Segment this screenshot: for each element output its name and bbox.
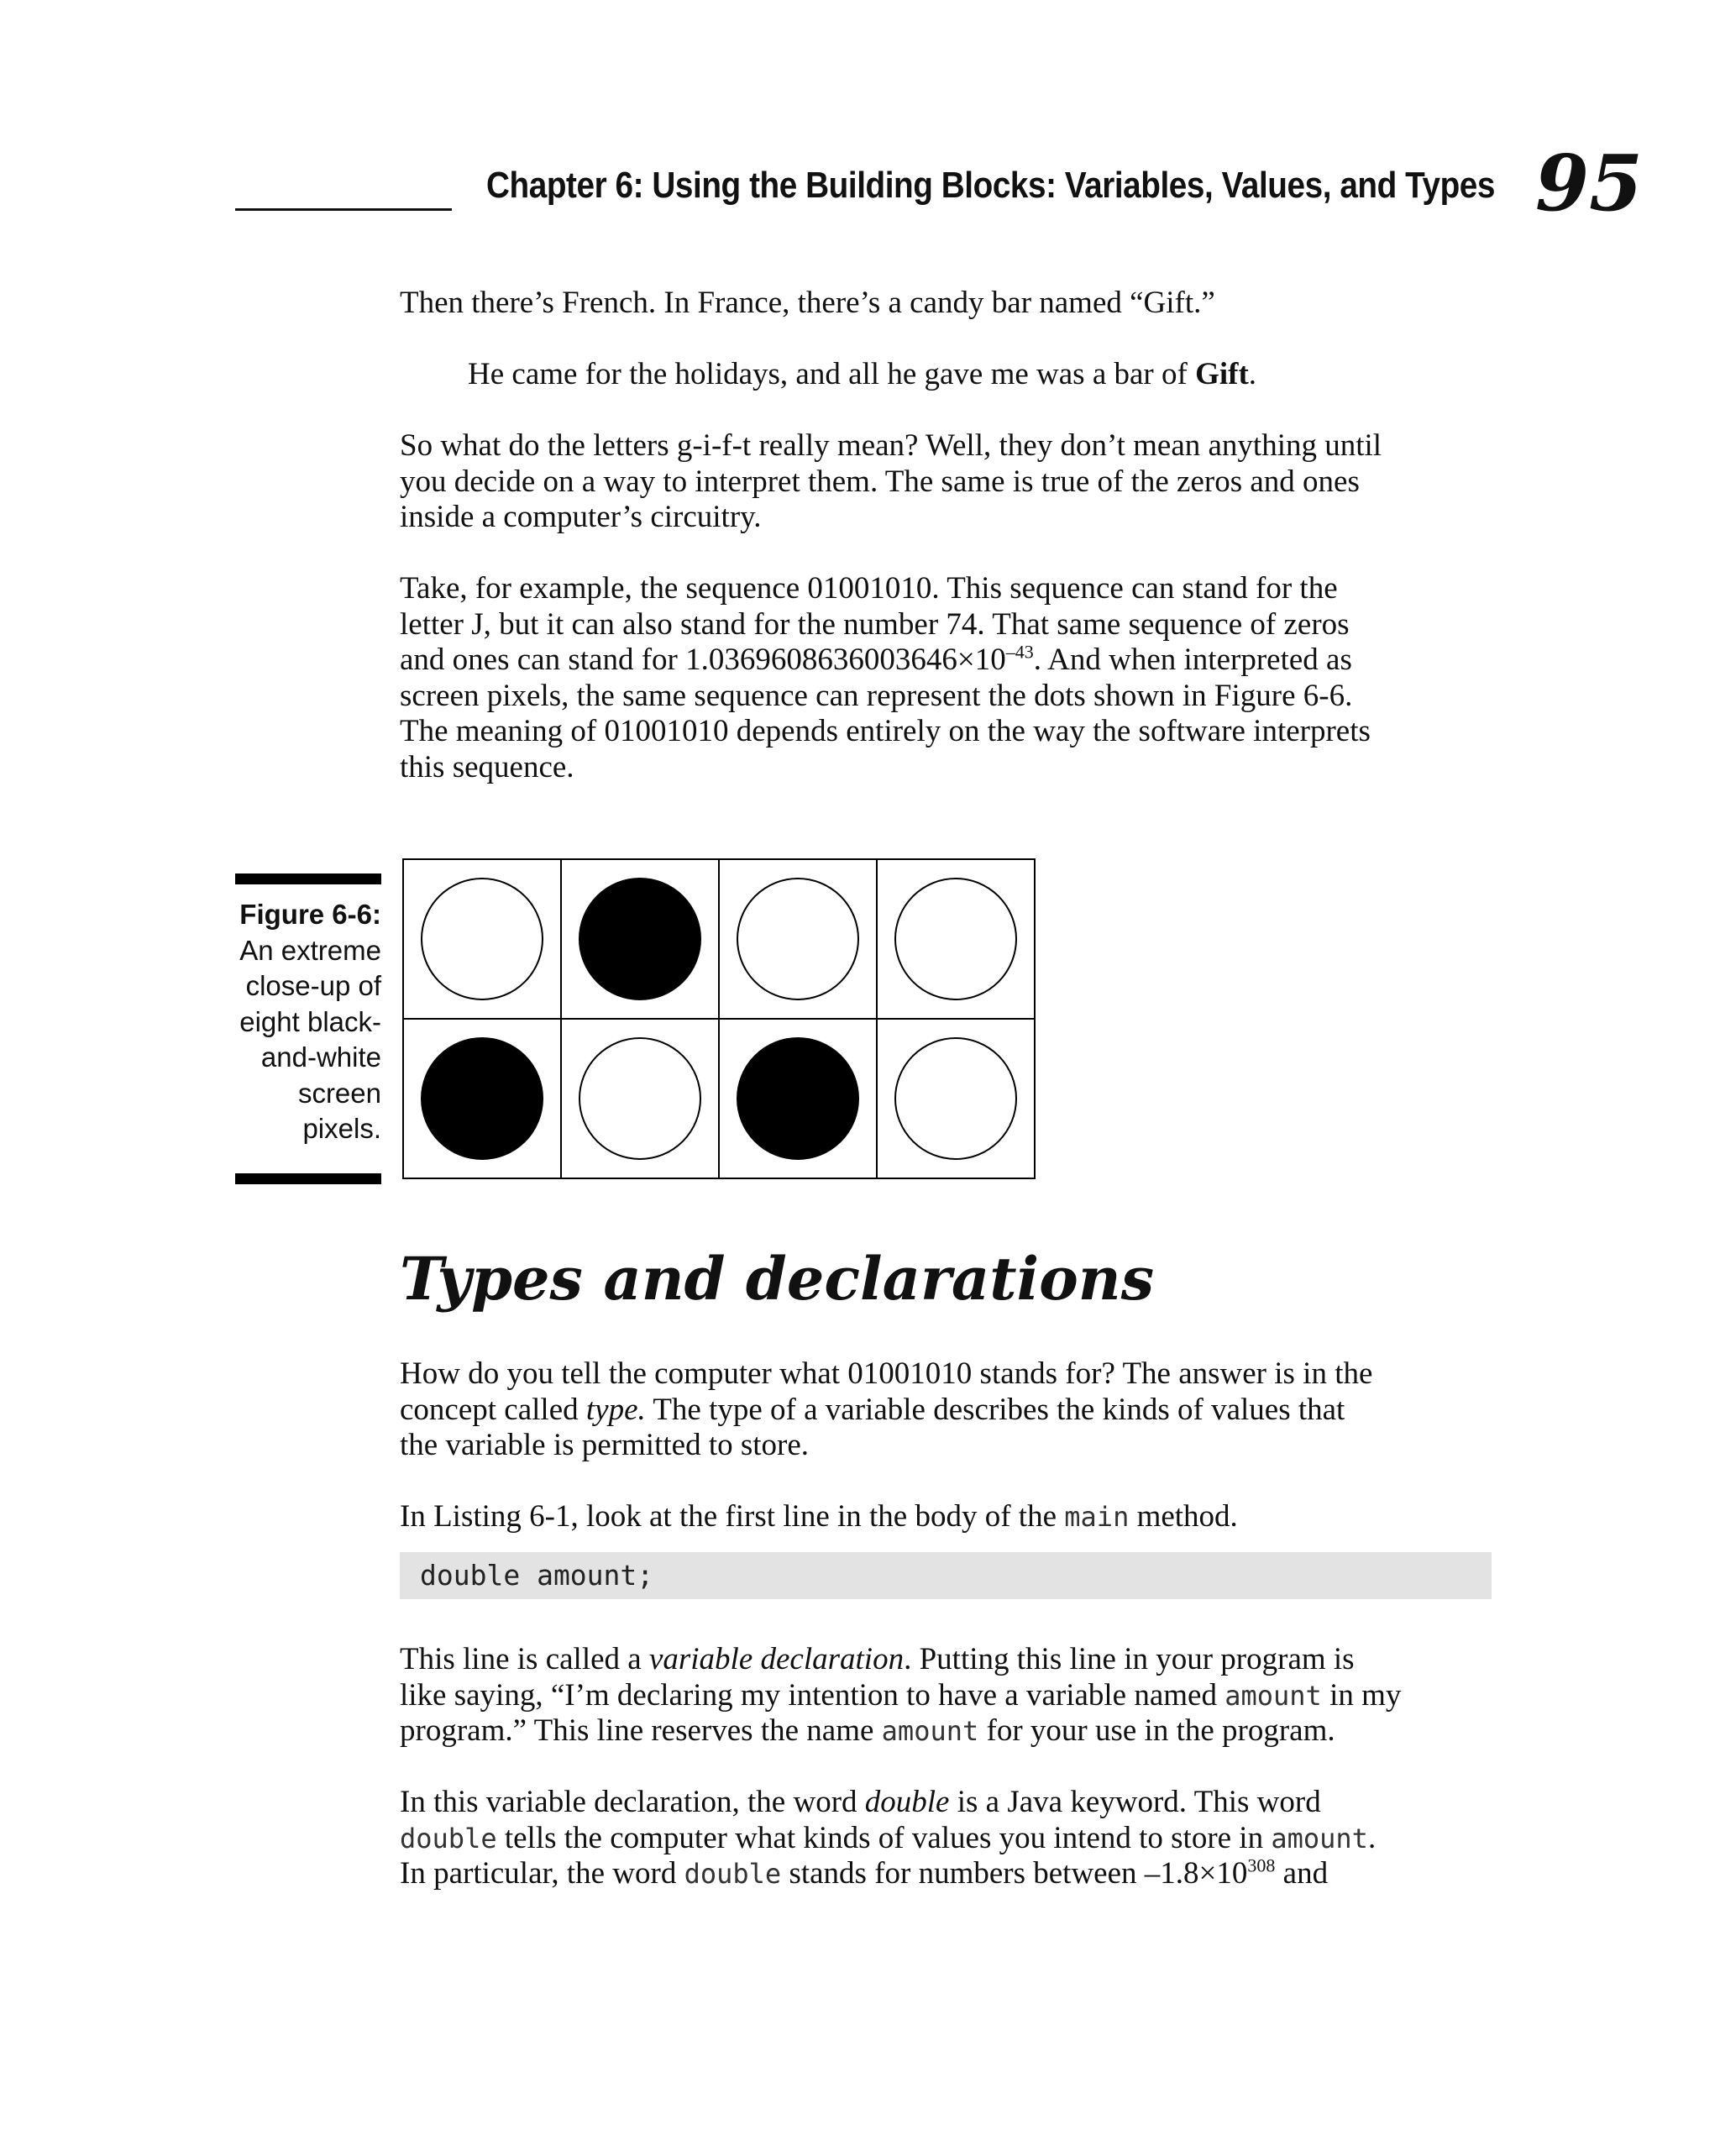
figure-top-bar [235, 873, 381, 884]
code-double: double [400, 1822, 497, 1854]
page-number: 95 [1534, 138, 1643, 228]
code-double: double [684, 1858, 782, 1890]
paragraph-variable-declaration: This line is called a variable declaration. Putting this line in your program is like saying, “I’m declaring my intention to have a variable named amount in my program.” This line reserves the name amount for your use in the program. [400, 1642, 1402, 1748]
header-rule [235, 208, 452, 211]
figure-bottom-bar [235, 1173, 381, 1184]
figure-caption: Figure 6-6: An extreme close-up of eight black- and-white screen pixels. [239, 899, 381, 1144]
code-amount: amount [1224, 1679, 1322, 1712]
paragraph-double-keyword: In this variable declaration, the word double is a Java keyword. This word double tells the computer what kinds of values you intend to store in amount. In particular, the word double stands for numbers between $-1.8\times 10^{308}$ and [400, 1785, 1377, 1891]
pixel-dot-white [895, 879, 1016, 999]
pixel-dot-white [422, 879, 543, 999]
pixel-dot-white [895, 1038, 1016, 1159]
pixel-grid-figure [401, 858, 1040, 1183]
pixel-dot-white [737, 879, 858, 999]
italic-double: double [864, 1785, 950, 1819]
paragraph-letters-meaning: So what do the letters g-i-f-t really mean? Well, they don’t mean anything until you decide on a way to interpret them. The same is true of the zeros and ones inside a computer’s circuitry. [400, 428, 1382, 534]
paragraph-type-concept: How do you tell the computer what 01001010 stands for? The answer is in the concept called type. The type of a variable describes the kinds of values that the variable is permitted to store. [400, 1356, 1373, 1462]
code-amount: amount [881, 1715, 979, 1747]
figure-label: Figure 6-6: [239, 899, 381, 930]
bold-gift: Gift [1195, 357, 1249, 391]
code-listing [400, 1552, 1492, 1599]
pixel-dot-white [579, 1038, 700, 1159]
chapter-title: Chapter 6: Using the Building Blocks: Variables, Values, and Types [485, 165, 1496, 206]
code-main: main [1064, 1501, 1130, 1533]
section-heading: Types and declarations [400, 1244, 1155, 1314]
code-line: double amount; [420, 1559, 654, 1592]
quote-gift: He came for the holidays, and all he gave me was a bar of Gift. [468, 357, 1257, 391]
italic-type: type. [585, 1392, 646, 1427]
paragraph-listing-reference: In Listing 6-1, look at the first line in the body of the main method. [400, 1499, 1238, 1534]
pixel-dot-black [579, 879, 700, 999]
code-amount: amount [1271, 1822, 1368, 1854]
italic-variable-declaration: variable declaration [648, 1642, 905, 1676]
pixel-dot-black [422, 1038, 543, 1159]
paragraph-sequence-example: Take, for example, the sequence 01001010. This sequence can stand for the letter J, but it can also stand for the number 74. That same sequence of zeros and ones can stand for $1.0369608636003646\times 10^{-43}$. And when interpreted as screen pixels, the same sequence can represent the dots shown in Figure 6-6. The meaning of 01001010 depends entirely on the way the software interprets this sequence. [400, 571, 1371, 784]
pixel-dot-black [737, 1038, 858, 1159]
paragraph-french: Then there’s French. In France, there’s a candy bar named “Gift.” [400, 286, 1215, 320]
